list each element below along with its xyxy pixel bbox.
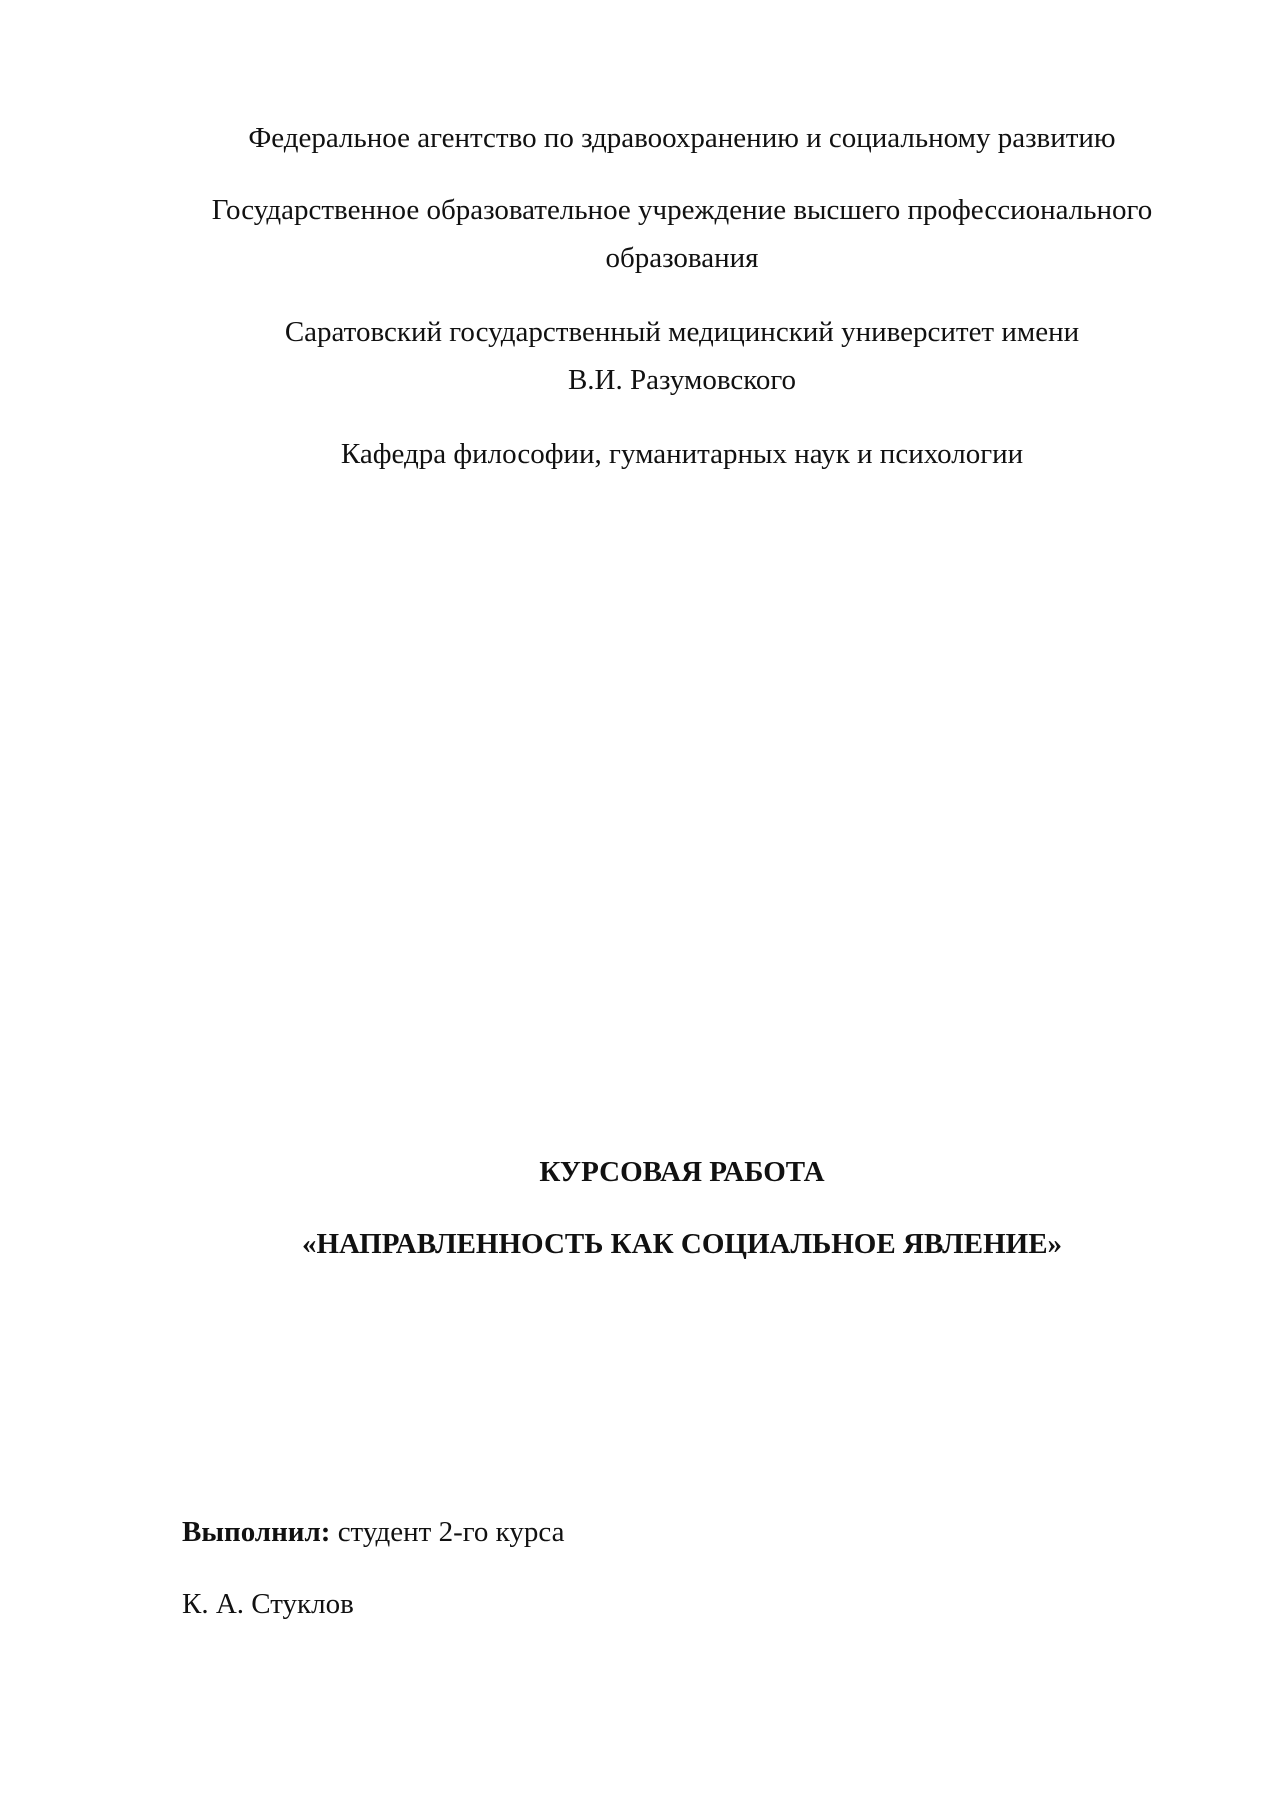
institution-name-line1: Государственное образовательное учреждение высшего профессионального <box>211 194 1153 226</box>
institution-name-line2: образования <box>605 242 759 274</box>
work-type-heading: КУРСОВАЯ РАБОТА <box>539 1156 825 1188</box>
author-name: К. А. Стуклов <box>182 1588 354 1620</box>
university-name-line1: Саратовский государственный медицинский университет имени <box>284 316 1080 348</box>
author-role: студент 2-го курса <box>330 1516 565 1548</box>
agency-name: Федеральное агентство по здравоохранению и социальному развитию <box>248 122 1116 154</box>
author-label: Выполнил: <box>182 1516 331 1548</box>
department-name: Кафедра философии, гуманитарных наук и психологии <box>340 438 1024 470</box>
author-role-line <box>182 1508 564 1556</box>
university-name-line2: В.И. Разумовского <box>567 364 797 396</box>
work-topic-heading: «НАПРАВЛЕННОСТЬ КАК СОЦИАЛЬНОЕ ЯВЛЕНИЕ» <box>301 1228 1063 1260</box>
